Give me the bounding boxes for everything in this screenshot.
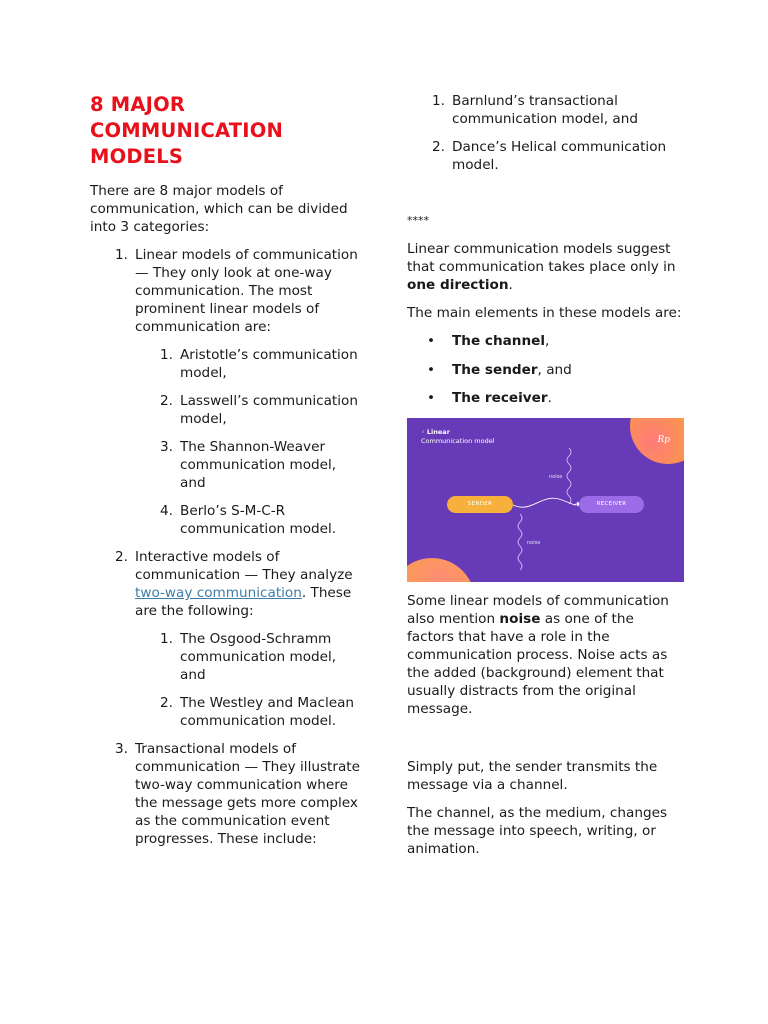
- list-item-text: Dance’s Helical communication model.: [452, 139, 667, 173]
- list-item: [90, 392, 362, 428]
- list-item: [90, 438, 362, 492]
- linear-model-list: [90, 346, 362, 538]
- linear-paragraph: [407, 240, 684, 294]
- element-name: The receiver: [452, 390, 548, 406]
- list-item-text: The Shannon-Weaver communication model, and: [180, 439, 337, 491]
- list-item-text: Barnlund’s transactional communication model, and: [452, 93, 638, 127]
- list-number: 2.: [115, 549, 128, 565]
- channel-paragraph: The channel, as the medium, changes the message into speech, writing, or animation.: [407, 804, 668, 857]
- bullet-icon: •: [427, 361, 436, 378]
- one-direction-bold: one direction: [407, 277, 509, 293]
- list-number: 2.: [160, 695, 173, 711]
- brand-logo: Rp: [657, 434, 670, 445]
- page-title: 8 MAJOR COMMUNICATION MODELS: [90, 93, 284, 168]
- noise-label-top: noise: [549, 473, 563, 480]
- list-number: 1.: [115, 247, 128, 263]
- category-item-linear: [90, 246, 362, 538]
- linear-text-end: .: [508, 277, 513, 293]
- receiver-pill: RECEIVER: [579, 496, 644, 513]
- list-number: 2.: [160, 393, 173, 409]
- linear-text: Linear communication models suggest that communication takes place only in: [407, 241, 676, 275]
- list-number: 4.: [160, 503, 173, 519]
- left-column: [90, 92, 362, 858]
- list-item-text: Lasswell’s communication model,: [180, 393, 358, 427]
- category-text: Transactional models of communication — They illustrate two-way communication where the message gets more complex as the communication event progresses. These include:: [135, 741, 360, 847]
- noise-top-wave: [567, 448, 571, 504]
- category-item-transactional: [90, 740, 362, 848]
- category-list: [90, 246, 362, 848]
- elements-intro: The main elements in these models are:: [407, 305, 682, 321]
- noise-bold: noise: [499, 610, 541, 627]
- figure-subtitle: Communication model: [421, 436, 495, 445]
- noise-text: Some linear models of communication also mention: [407, 592, 669, 627]
- list-item: [407, 332, 684, 350]
- two-way-communication-link[interactable]: two-way communication: [135, 585, 302, 601]
- list-number: 1.: [160, 631, 173, 647]
- elements-list: [407, 332, 684, 407]
- list-item: [362, 92, 684, 128]
- spacer: [407, 728, 684, 758]
- category-item-interactive: [90, 548, 362, 730]
- interactive-model-list: [90, 630, 362, 730]
- bullet-icon: •: [427, 333, 436, 349]
- list-item: [407, 361, 684, 379]
- category-text: Interactive models of communication — They analyze: [135, 549, 353, 583]
- element-name: The sender: [452, 361, 538, 378]
- element-rest: .: [547, 390, 552, 406]
- separator: ****: [407, 214, 429, 227]
- list-item: [90, 502, 362, 538]
- element-rest: , and: [537, 361, 572, 378]
- list-number: 1.: [432, 93, 445, 109]
- element-name: The channel: [452, 333, 546, 349]
- category-text: Linear models of communication — They only look at one-way communication. The most prominent linear models of communication are:: [135, 247, 358, 335]
- noise-paragraph: [407, 592, 684, 718]
- list-item: [90, 694, 362, 730]
- transactional-model-list: [362, 92, 684, 174]
- noise-text-end: as one of the factors that have a role in the communication process. Noise acts as the added (background) element that usually distracts from the original message.: [407, 610, 668, 717]
- sender-pill: SENDER: [447, 496, 513, 513]
- intro-paragraph: There are 8 major models of communication, which can be divided into 3 categories:: [90, 183, 348, 235]
- list-number: 3.: [160, 439, 173, 455]
- linear-model-figure: [407, 418, 684, 582]
- noise-bottom-wave: [518, 514, 522, 570]
- list-item: [90, 630, 362, 684]
- list-number: 3.: [115, 741, 128, 757]
- element-rest: ,: [545, 333, 550, 349]
- noise-label-bottom: noise: [527, 539, 541, 546]
- bullet-icon: •: [427, 390, 436, 406]
- simply-put-paragraph: Simply put, the sender transmits the message via a channel.: [407, 758, 658, 793]
- category-text: . These are the following:: [135, 585, 352, 619]
- list-item: [407, 389, 684, 407]
- list-item: [362, 138, 684, 174]
- figure-title-bold: Linear: [426, 427, 450, 436]
- list-item-text: The Westley and Maclean communication model.: [180, 695, 355, 729]
- list-item-text: The Osgood-Schramm communication model, and: [180, 631, 337, 683]
- right-column: [407, 92, 684, 868]
- list-number: 1.: [160, 347, 173, 363]
- figure-title: ◦ Linear Communication model: [421, 427, 495, 445]
- list-number: 2.: [432, 139, 445, 155]
- list-item: [90, 346, 362, 382]
- message-arrow: [513, 498, 577, 507]
- list-item-text: Aristotle’s communication model,: [180, 347, 358, 381]
- list-item-text: Berlo’s S-M-C-R communication model.: [180, 503, 337, 537]
